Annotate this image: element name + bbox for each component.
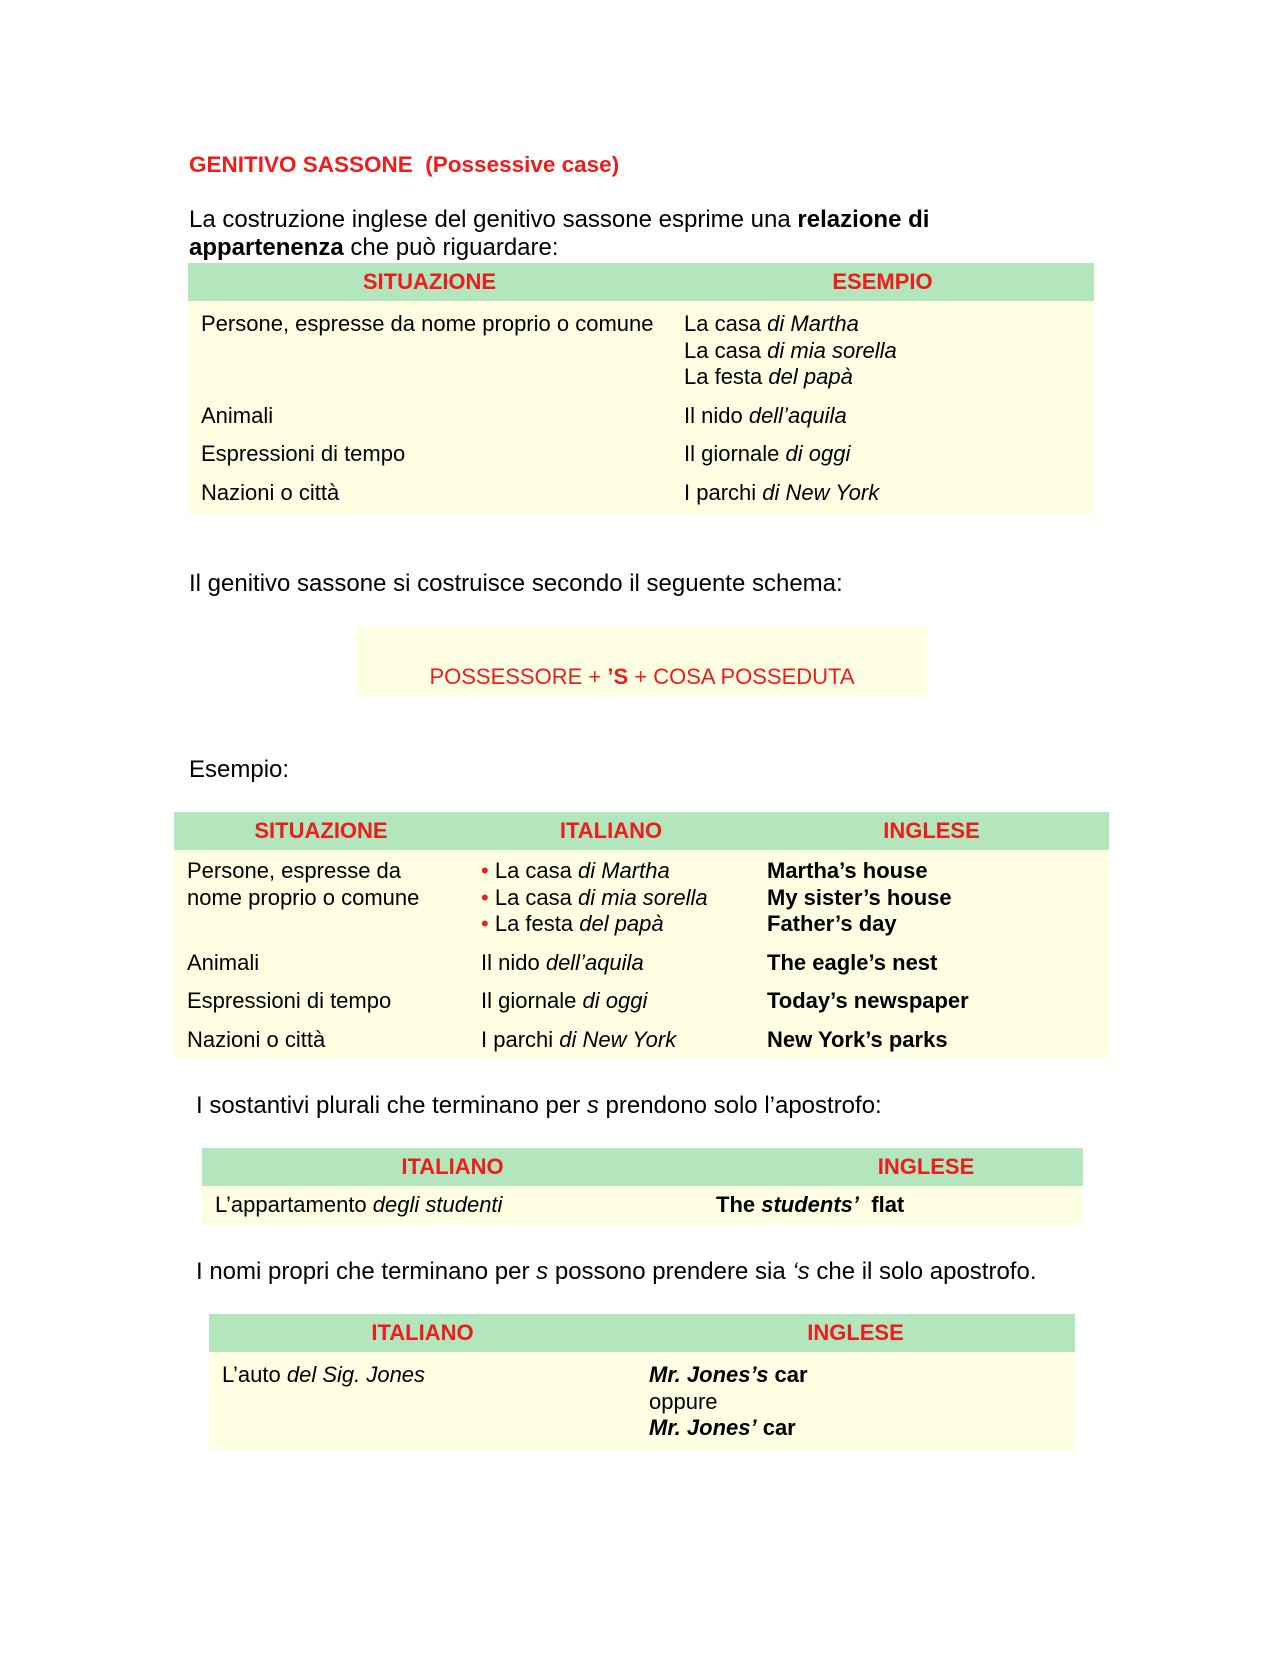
table-row: Persone, espresse da nome proprio o comune La casa di Martha La casa di mia sorella La festa del papà — [188, 301, 1094, 397]
header-inglese: INGLESE — [754, 812, 1109, 850]
table-row: Nazioni o città I parchi di New York — [188, 474, 1094, 515]
table-row: L’appartamento degli studenti The students’ flat — [202, 1186, 1083, 1225]
header-italiano: ITALIANO — [202, 1148, 703, 1186]
header-inglese: INGLESE — [703, 1148, 1083, 1186]
table-row: Espressioni di tempo Il giornale di oggi Today’s newspaper — [174, 982, 1109, 1021]
schema-intro: Il genitivo sassone si costruisce secondo il seguente schema: — [189, 570, 843, 597]
plural-note: I sostantivi plurali che terminano per s prendono solo l’apostrofo: — [196, 1092, 882, 1119]
situation-table — [188, 263, 1094, 514]
table-row: Nazioni o città I parchi di New York New York’s parks — [174, 1021, 1109, 1060]
header-italiano: ITALIANO — [468, 812, 754, 850]
header-italiano: ITALIANO — [209, 1314, 636, 1352]
intro-paragraph: La costruzione inglese del genitivo sassone esprime una relazione di appartenenza che può riguardare: — [189, 206, 930, 261]
table-row: Persone, espresse da nome proprio o comune • La casa di Martha • La casa di mia sorella • La festa del papà Martha’s house My sister’s house Father’s day — [174, 850, 1109, 944]
example-label: Esempio: — [189, 756, 290, 783]
examples-table — [174, 812, 1109, 1059]
bullet-icon: • — [481, 911, 489, 936]
bullet-icon: • — [481, 884, 489, 910]
schema-formula: POSSESSORE + ’S + COSA POSSEDUTA — [429, 664, 855, 689]
page-title: GENITIVO SASSONE (Possessive case) — [189, 152, 620, 177]
schema-box — [357, 626, 927, 696]
table-row: Animali Il nido dell’aquila — [188, 397, 1094, 436]
header-situazione: SITUAZIONE — [174, 812, 468, 850]
proper-names-table — [209, 1314, 1075, 1450]
table-row: L’auto del Sig. Jones Mr. Jones’s car oppure Mr. Jones’ car — [209, 1352, 1075, 1450]
header-situazione: SITUAZIONE — [188, 263, 671, 301]
bullet-icon: • — [481, 858, 489, 883]
table-row: Animali Il nido dell’aquila The eagle’s nest — [174, 944, 1109, 983]
proper-note: I nomi propri che terminano per s possono prendere sia ‘s che il solo apostrofo. — [196, 1258, 1037, 1285]
header-esempio: ESEMPIO — [671, 263, 1094, 301]
table-row: Espressioni di tempo Il giornale di oggi — [188, 435, 1094, 474]
plural-table — [202, 1148, 1083, 1225]
header-inglese: INGLESE — [636, 1314, 1075, 1352]
